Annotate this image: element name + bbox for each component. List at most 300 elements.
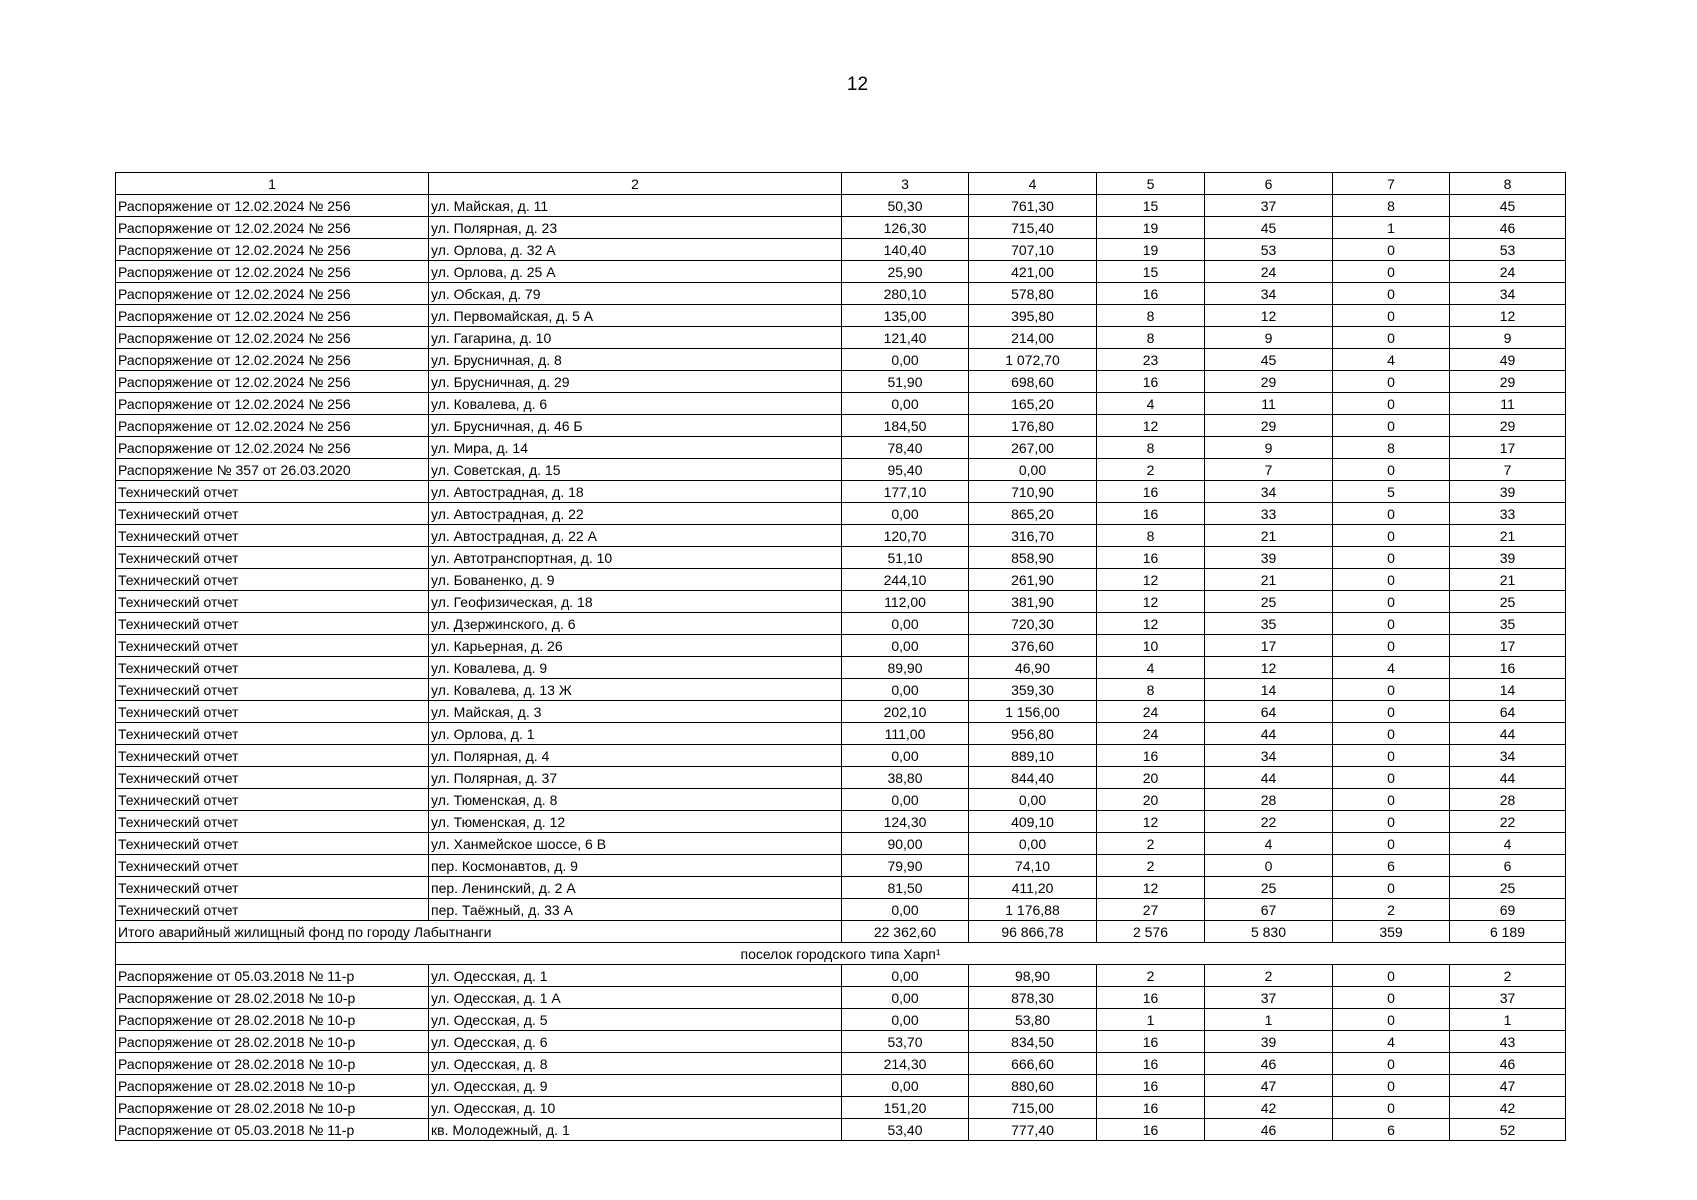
table-row [116,613,1566,635]
value-cell: 0,00 [842,349,969,371]
value-cell: 8 [1097,525,1205,547]
page-number: 12 [846,74,869,95]
value-cell: 25 [1205,877,1333,899]
value-cell: 0 [1333,1009,1450,1031]
value-cell: 202,10 [842,701,969,723]
value-cell: 8 [1097,305,1205,327]
value-cell: 0,00 [969,789,1097,811]
document-cell: Распоряжение от 12.02.2024 № 256 [116,305,429,327]
value-cell: 0 [1333,1075,1450,1097]
table-row [116,1031,1566,1053]
value-cell: 0 [1333,459,1450,481]
column-number-cell: 8 [1450,173,1566,195]
value-cell: 4 [1333,1031,1450,1053]
value-cell: 25 [1450,591,1566,613]
value-cell: 51,10 [842,547,969,569]
value-cell: 9 [1205,327,1333,349]
document-cell: Распоряжение от 28.02.2018 № 10-р [116,1053,429,1075]
value-cell: 7 [1205,459,1333,481]
value-cell: 0 [1205,855,1333,877]
value-cell: 1 156,00 [969,701,1097,723]
document-cell: Распоряжение от 05.03.2018 № 11-р [116,1119,429,1141]
document-cell: Технический отчет [116,767,429,789]
table-row [116,1097,1566,1119]
value-cell: 24 [1097,701,1205,723]
value-cell: 834,50 [969,1031,1097,1053]
table-row [116,745,1566,767]
address-cell: ул. Ковалева, д. 13 Ж [429,679,842,701]
total-row [116,921,1566,943]
document-cell: Технический отчет [116,679,429,701]
value-cell: 0 [1333,371,1450,393]
value-cell: 25 [1450,877,1566,899]
value-cell: 10 [1097,635,1205,657]
table-row [116,349,1566,371]
value-cell: 214,00 [969,327,1097,349]
table-row [116,261,1566,283]
value-cell: 0 [1333,789,1450,811]
document-cell: Технический отчет [116,723,429,745]
address-cell: ул. Брусничная, д. 8 [429,349,842,371]
value-cell: 0 [1333,327,1450,349]
value-cell: 8 [1097,327,1205,349]
value-cell: 11 [1205,393,1333,415]
total-value-cell: 359 [1333,921,1450,943]
table-row [116,371,1566,393]
value-cell: 21 [1205,525,1333,547]
address-cell: ул. Одесская, д. 10 [429,1097,842,1119]
value-cell: 17 [1450,437,1566,459]
document-cell: Распоряжение от 12.02.2024 № 256 [116,283,429,305]
value-cell: 4 [1333,349,1450,371]
value-cell: 1 [1205,1009,1333,1031]
value-cell: 2 [1205,965,1333,987]
value-cell: 1 [1333,217,1450,239]
address-cell: ул. Автострадная, д. 22 [429,503,842,525]
document-cell: Технический отчет [116,833,429,855]
address-cell: ул. Брусничная, д. 46 Б [429,415,842,437]
value-cell: 0 [1333,723,1450,745]
document-cell: Распоряжение № 357 от 26.03.2020 [116,459,429,481]
table-row [116,789,1566,811]
value-cell: 0,00 [842,745,969,767]
value-cell: 39 [1450,481,1566,503]
value-cell: 0 [1333,261,1450,283]
value-cell: 64 [1450,701,1566,723]
value-cell: 710,90 [969,481,1097,503]
value-cell: 844,40 [969,767,1097,789]
value-cell: 2 [1097,965,1205,987]
address-cell: ул. Дзержинского, д. 6 [429,613,842,635]
value-cell: 1 [1450,1009,1566,1031]
value-cell: 98,90 [969,965,1097,987]
value-cell: 46 [1205,1119,1333,1141]
value-cell: 214,30 [842,1053,969,1075]
table-row [116,767,1566,789]
value-cell: 64 [1205,701,1333,723]
value-cell: 34 [1450,745,1566,767]
table-row [116,877,1566,899]
value-cell: 14 [1205,679,1333,701]
table-row [116,327,1566,349]
value-cell: 880,60 [969,1075,1097,1097]
value-cell: 16 [1097,1075,1205,1097]
value-cell: 17 [1205,635,1333,657]
value-cell: 9 [1450,327,1566,349]
table-row [116,899,1566,921]
value-cell: 267,00 [969,437,1097,459]
value-cell: 0,00 [842,789,969,811]
total-value-cell: 6 189 [1450,921,1566,943]
value-cell: 889,10 [969,745,1097,767]
value-cell: 45 [1450,195,1566,217]
document-cell: Распоряжение от 28.02.2018 № 10-р [116,1031,429,1053]
value-cell: 0 [1333,679,1450,701]
document-cell: Распоряжение от 12.02.2024 № 256 [116,261,429,283]
document-cell: Технический отчет [116,635,429,657]
value-cell: 1 072,70 [969,349,1097,371]
value-cell: 39 [1450,547,1566,569]
document-cell: Распоряжение от 12.02.2024 № 256 [116,217,429,239]
document-cell: Распоряжение от 12.02.2024 № 256 [116,327,429,349]
value-cell: 0 [1333,591,1450,613]
document-cell: Распоряжение от 28.02.2018 № 10-р [116,987,429,1009]
value-cell: 12 [1097,811,1205,833]
address-cell: ул. Автострадная, д. 18 [429,481,842,503]
address-cell: ул. Полярная, д. 23 [429,217,842,239]
value-cell: 19 [1097,239,1205,261]
table-row [116,1009,1566,1031]
value-cell: 395,80 [969,305,1097,327]
value-cell: 4 [1205,833,1333,855]
value-cell: 0,00 [969,833,1097,855]
table-row [116,459,1566,481]
value-cell: 165,20 [969,393,1097,415]
value-cell: 67 [1205,899,1333,921]
value-cell: 15 [1097,195,1205,217]
address-cell: ул. Обская, д. 79 [429,283,842,305]
value-cell: 4 [1450,833,1566,855]
value-cell: 9 [1205,437,1333,459]
value-cell: 16 [1097,987,1205,1009]
column-number-cell: 2 [429,173,842,195]
document-cell: Распоряжение от 12.02.2024 № 256 [116,393,429,415]
value-cell: 34 [1205,481,1333,503]
value-cell: 865,20 [969,503,1097,525]
value-cell: 51,90 [842,371,969,393]
value-cell: 81,50 [842,877,969,899]
document-cell: Распоряжение от 12.02.2024 № 256 [116,371,429,393]
value-cell: 12 [1097,877,1205,899]
address-cell: ул. Одесская, д. 6 [429,1031,842,1053]
address-cell: ул. Ковалева, д. 9 [429,657,842,679]
value-cell: 95,40 [842,459,969,481]
value-cell: 2 [1450,965,1566,987]
value-cell: 16 [1450,657,1566,679]
value-cell: 33 [1205,503,1333,525]
value-cell: 151,20 [842,1097,969,1119]
value-cell: 78,40 [842,437,969,459]
table-row [116,1053,1566,1075]
value-cell: 121,40 [842,327,969,349]
table-row [116,393,1566,415]
value-cell: 46 [1450,1053,1566,1075]
value-cell: 956,80 [969,723,1097,745]
column-number-cell: 5 [1097,173,1205,195]
total-value-cell: 96 866,78 [969,921,1097,943]
value-cell: 38,80 [842,767,969,789]
address-cell: ул. Орлова, д. 32 А [429,239,842,261]
document-cell: Распоряжение от 12.02.2024 № 256 [116,437,429,459]
value-cell: 316,70 [969,525,1097,547]
column-number-cell: 3 [842,173,969,195]
value-cell: 28 [1450,789,1566,811]
value-cell: 0 [1333,965,1450,987]
document-cell: Технический отчет [116,855,429,877]
value-cell: 22 [1450,811,1566,833]
value-cell: 42 [1450,1097,1566,1119]
value-cell: 52 [1450,1119,1566,1141]
value-cell: 34 [1205,283,1333,305]
value-cell: 53 [1450,239,1566,261]
value-cell: 16 [1097,1053,1205,1075]
value-cell: 0,00 [842,393,969,415]
document-cell: Распоряжение от 28.02.2018 № 10-р [116,1075,429,1097]
value-cell: 0 [1333,635,1450,657]
address-cell: ул. Одесская, д. 1 А [429,987,842,1009]
column-number-cell: 1 [116,173,429,195]
housing-register-table [115,172,1566,1141]
value-cell: 25 [1205,591,1333,613]
value-cell: 112,00 [842,591,969,613]
table-row [116,239,1566,261]
table-row [116,657,1566,679]
value-cell: 47 [1450,1075,1566,1097]
value-cell: 12 [1205,657,1333,679]
table-row [116,811,1566,833]
document-cell: Распоряжение от 12.02.2024 № 256 [116,195,429,217]
value-cell: 19 [1097,217,1205,239]
value-cell: 176,80 [969,415,1097,437]
address-cell: ул. Одесская, д. 5 [429,1009,842,1031]
value-cell: 761,30 [969,195,1097,217]
document-cell: Технический отчет [116,877,429,899]
address-cell: ул. Автотранспортная, д. 10 [429,547,842,569]
value-cell: 21 [1450,569,1566,591]
value-cell: 12 [1097,591,1205,613]
value-cell: 16 [1097,1119,1205,1141]
table-row [116,437,1566,459]
value-cell: 23 [1097,349,1205,371]
value-cell: 35 [1205,613,1333,635]
document-cell: Технический отчет [116,701,429,723]
value-cell: 777,40 [969,1119,1097,1141]
value-cell: 111,00 [842,723,969,745]
value-cell: 37 [1450,987,1566,1009]
value-cell: 720,30 [969,613,1097,635]
document-cell: Технический отчет [116,789,429,811]
table-row [116,217,1566,239]
address-cell: ул. Одесская, д. 8 [429,1053,842,1075]
address-cell: ул. Полярная, д. 37 [429,767,842,789]
value-cell: 20 [1097,789,1205,811]
total-value-cell: 22 362,60 [842,921,969,943]
value-cell: 0,00 [842,1075,969,1097]
value-cell: 20 [1097,767,1205,789]
value-cell: 22 [1205,811,1333,833]
value-cell: 126,30 [842,217,969,239]
document-cell: Технический отчет [116,745,429,767]
address-cell: кв. Молодежный, д. 1 [429,1119,842,1141]
value-cell: 0 [1333,393,1450,415]
column-number-cell: 6 [1205,173,1333,195]
column-number-cell: 7 [1333,173,1450,195]
address-cell: ул. Бованенко, д. 9 [429,569,842,591]
value-cell: 409,10 [969,811,1097,833]
value-cell: 42 [1205,1097,1333,1119]
total-label-cell: Итого аварийный жилищный фонд по городу Лабытнанги [116,921,842,943]
table-row [116,1075,1566,1097]
value-cell: 0 [1333,701,1450,723]
value-cell: 21 [1205,569,1333,591]
address-cell: ул. Полярная, д. 4 [429,745,842,767]
value-cell: 1 176,88 [969,899,1097,921]
table-row [116,987,1566,1009]
table-row [116,965,1566,987]
value-cell: 0 [1333,283,1450,305]
document-cell: Технический отчет [116,503,429,525]
value-cell: 2 [1097,459,1205,481]
address-cell: пер. Таёжный, д. 33 А [429,899,842,921]
address-cell: ул. Карьерная, д. 26 [429,635,842,657]
value-cell: 0 [1333,811,1450,833]
value-cell: 376,60 [969,635,1097,657]
value-cell: 0,00 [842,899,969,921]
value-cell: 411,20 [969,877,1097,899]
value-cell: 0,00 [842,635,969,657]
value-cell: 12 [1097,415,1205,437]
value-cell: 16 [1097,481,1205,503]
document-cell: Технический отчет [116,657,429,679]
document-cell: Технический отчет [116,547,429,569]
value-cell: 124,30 [842,811,969,833]
address-cell: ул. Ковалева, д. 6 [429,393,842,415]
value-cell: 49 [1450,349,1566,371]
table-row [116,679,1566,701]
address-cell: ул. Автострадная, д. 22 А [429,525,842,547]
table-row [116,1119,1566,1141]
value-cell: 0,00 [842,1009,969,1031]
value-cell: 46 [1205,1053,1333,1075]
table-row [116,305,1566,327]
value-cell: 2 [1333,899,1450,921]
value-cell: 2 [1097,855,1205,877]
value-cell: 0 [1333,613,1450,635]
address-cell: ул. Майская, д. 11 [429,195,842,217]
document-cell: Технический отчет [116,613,429,635]
value-cell: 79,90 [842,855,969,877]
value-cell: 261,90 [969,569,1097,591]
document-cell: Распоряжение от 12.02.2024 № 256 [116,415,429,437]
value-cell: 715,40 [969,217,1097,239]
table-row [116,569,1566,591]
value-cell: 39 [1205,547,1333,569]
table-row [116,723,1566,745]
value-cell: 5 [1333,481,1450,503]
value-cell: 707,10 [969,239,1097,261]
table-row [116,481,1566,503]
value-cell: 16 [1097,503,1205,525]
value-cell: 0 [1333,239,1450,261]
value-cell: 8 [1333,437,1450,459]
value-cell: 12 [1097,569,1205,591]
value-cell: 0 [1333,305,1450,327]
value-cell: 24 [1450,261,1566,283]
document-cell: Технический отчет [116,481,429,503]
value-cell: 0 [1333,547,1450,569]
value-cell: 0 [1333,767,1450,789]
value-cell: 698,60 [969,371,1097,393]
value-cell: 27 [1097,899,1205,921]
value-cell: 43 [1450,1031,1566,1053]
value-cell: 0 [1333,1053,1450,1075]
section-row [116,943,1566,965]
total-value-cell: 5 830 [1205,921,1333,943]
value-cell: 53 [1205,239,1333,261]
value-cell: 0 [1333,503,1450,525]
value-cell: 24 [1205,261,1333,283]
value-cell: 359,30 [969,679,1097,701]
value-cell: 7 [1450,459,1566,481]
value-cell: 0 [1333,987,1450,1009]
address-cell: ул. Орлова, д. 1 [429,723,842,745]
value-cell: 16 [1097,1097,1205,1119]
total-value-cell: 2 576 [1097,921,1205,943]
document-cell: Технический отчет [116,591,429,613]
value-cell: 715,00 [969,1097,1097,1119]
value-cell: 0,00 [842,987,969,1009]
value-cell: 44 [1205,767,1333,789]
value-cell: 878,30 [969,987,1097,1009]
table-row [116,283,1566,305]
value-cell: 69 [1450,899,1566,921]
value-cell: 11 [1450,393,1566,415]
value-cell: 16 [1097,1031,1205,1053]
address-cell: ул. Брусничная, д. 29 [429,371,842,393]
value-cell: 53,80 [969,1009,1097,1031]
document-cell: Технический отчет [116,525,429,547]
value-cell: 0 [1333,833,1450,855]
value-cell: 1 [1097,1009,1205,1031]
value-cell: 74,10 [969,855,1097,877]
column-number-row [116,173,1566,195]
document-cell: Распоряжение от 12.02.2024 № 256 [116,349,429,371]
value-cell: 44 [1205,723,1333,745]
table-row [116,833,1566,855]
value-cell: 4 [1333,657,1450,679]
value-cell: 35 [1450,613,1566,635]
table-row [116,503,1566,525]
document-cell: Технический отчет [116,899,429,921]
address-cell: ул. Одесская, д. 9 [429,1075,842,1097]
table-row [116,855,1566,877]
table-row [116,195,1566,217]
value-cell: 6 [1333,855,1450,877]
value-cell: 0 [1333,415,1450,437]
value-cell: 15 [1097,261,1205,283]
value-cell: 44 [1450,767,1566,789]
document-cell: Распоряжение от 05.03.2018 № 11-р [116,965,429,987]
